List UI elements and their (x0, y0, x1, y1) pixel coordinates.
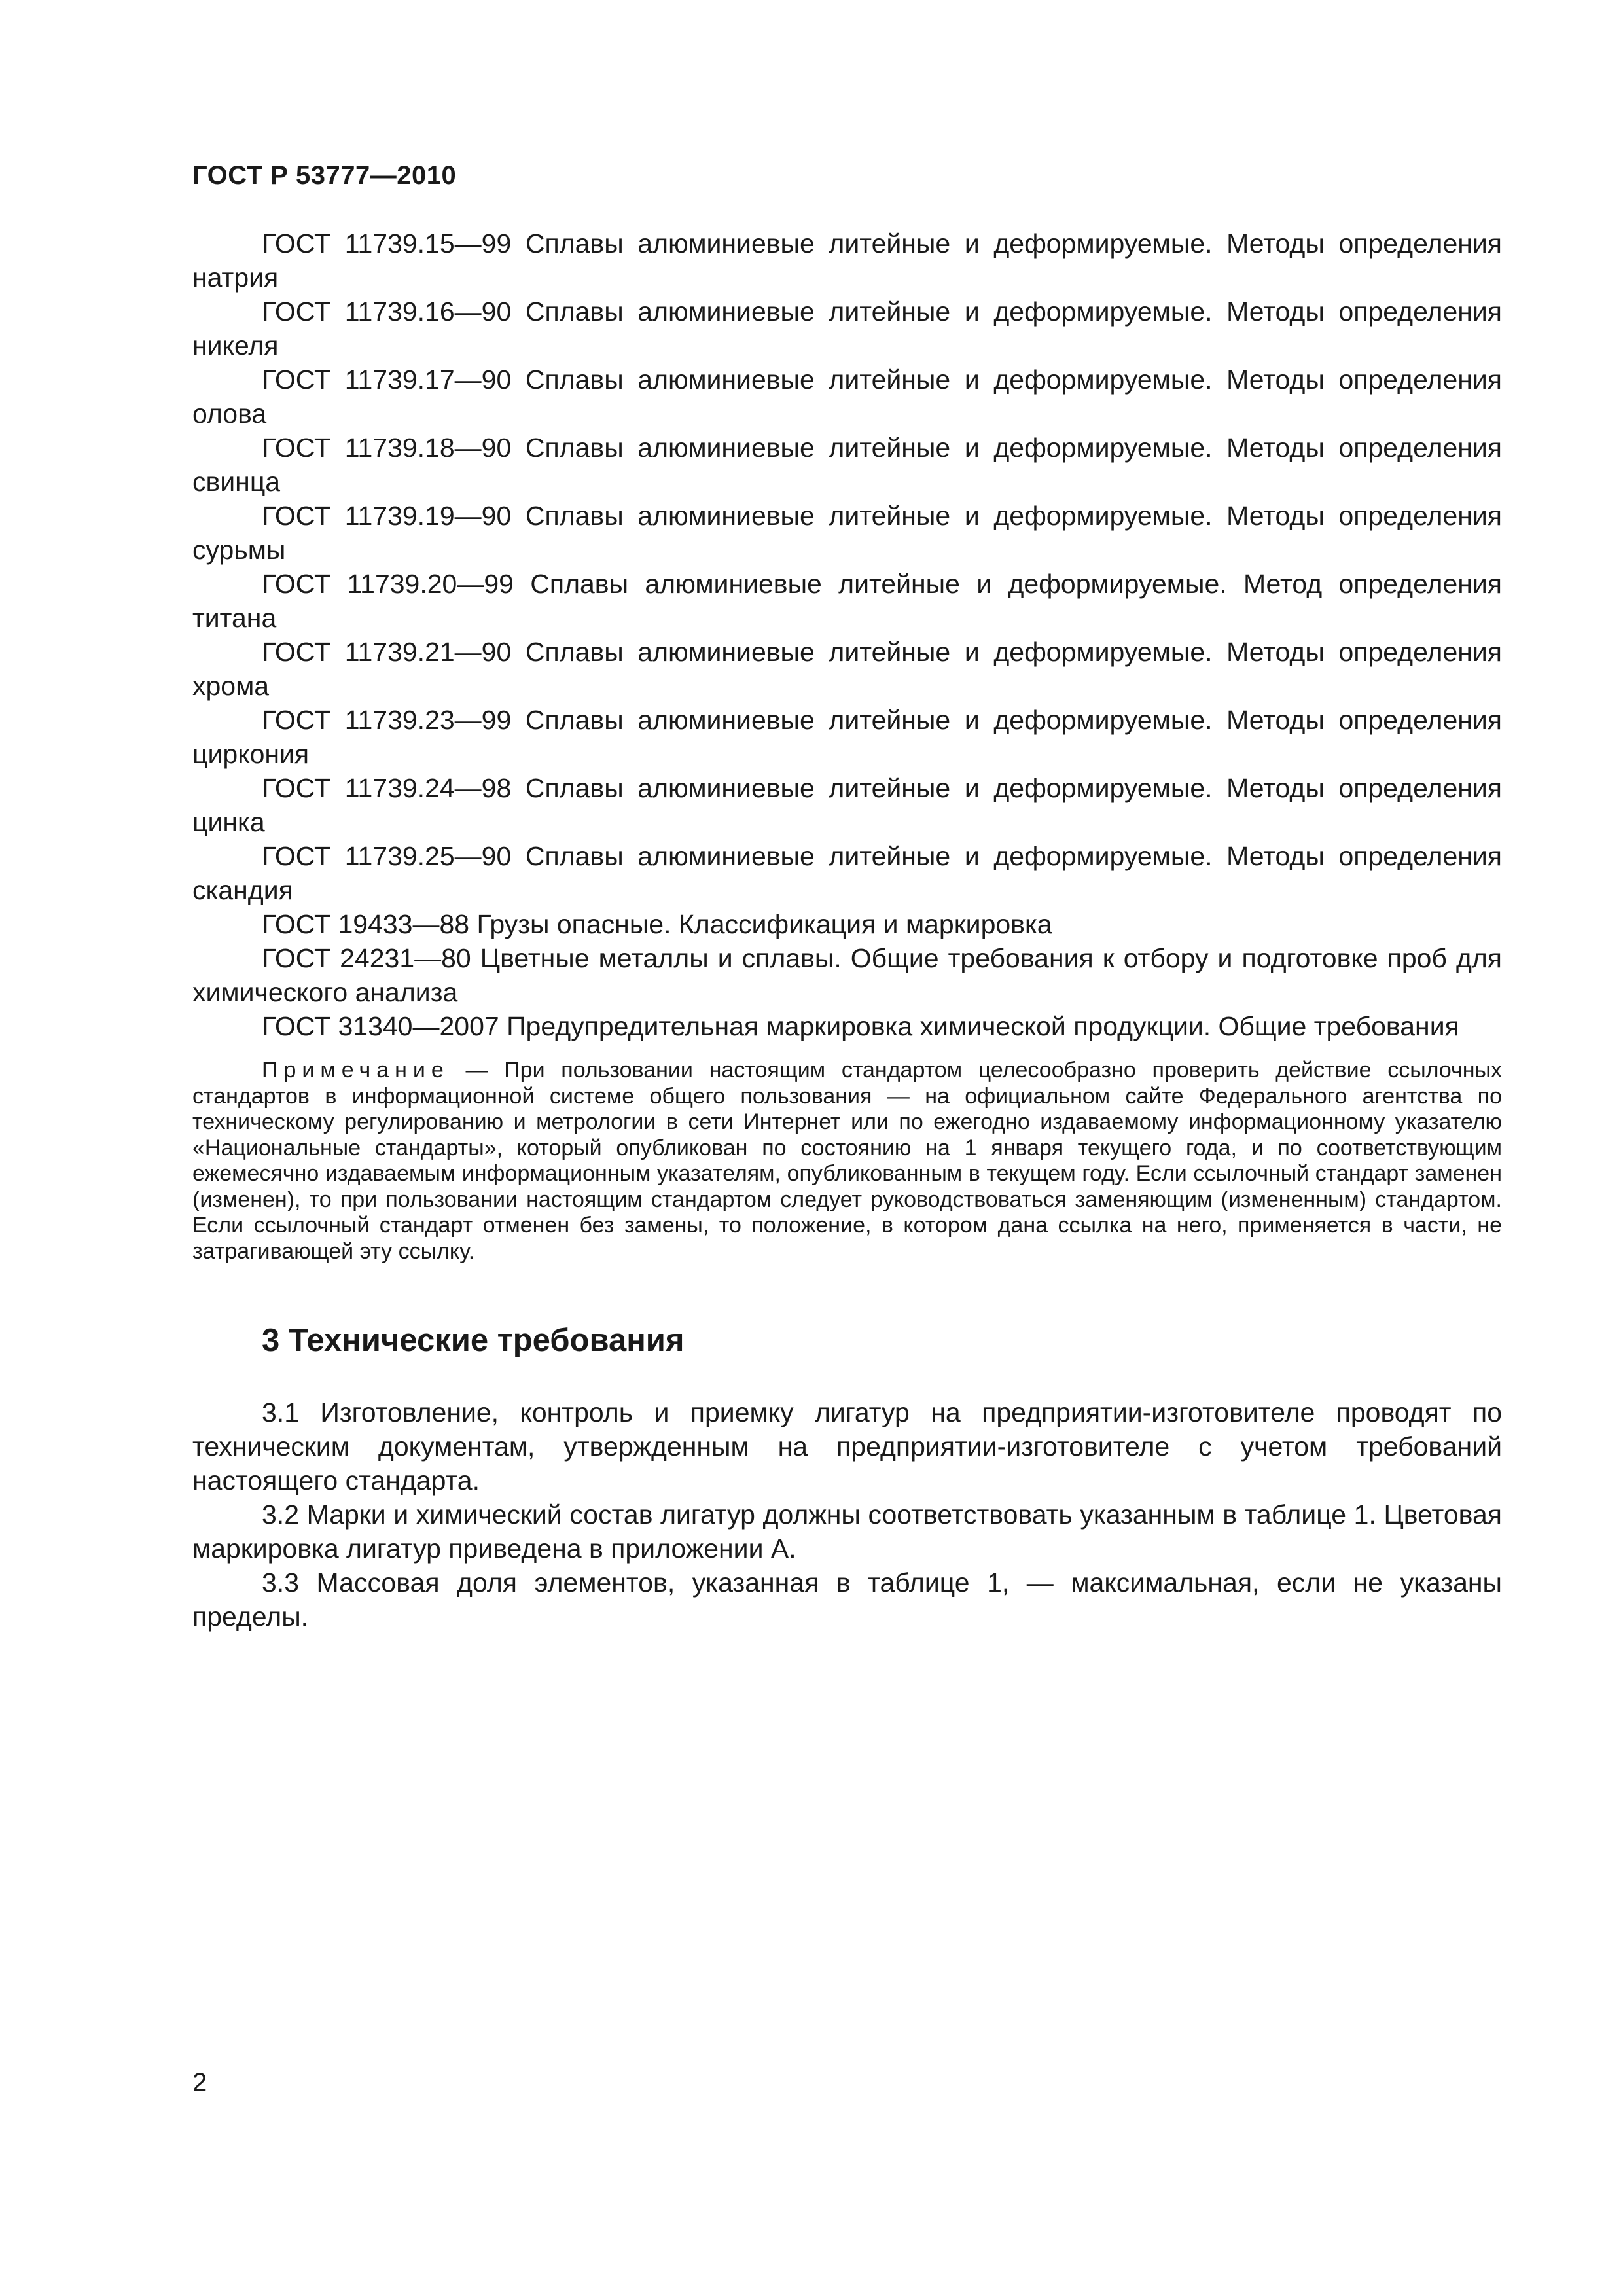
reference-item: ГОСТ 11739.21—90 Сплавы алюминиевые литейные и деформируемые. Методы определения хрома (192, 637, 1502, 701)
note-label: Примечание (262, 1058, 450, 1083)
document-header: ГОСТ Р 53777—2010 (192, 161, 457, 190)
reference-item: ГОСТ 31340—2007 Предупредительная маркировка химической продукции. Общие требования (262, 1011, 1459, 1041)
note-text: — При пользовании настоящим стандартом целесообразно проверить действие ссылочных стандартов в информационной системе общего пользования — на официальном сайте Федерального агентства по техническому регулированию и метрологии в сети Интернет или по ежегодно издаваемому информационному указателю «Национальные стандарты», который опубликован по состоянию на 1 января текущего года, и по соответствующим ежемесячно издаваемым информационным указателям, опубликованным в текущем году. Если ссылочный стандарт заменен (изменен), то при пользовании настоящим стандартом следует руководствоваться заменяющим (измененным) стандартом. Если ссылочный стандарт отменен без замены, то положение, в котором дана ссылка на него, применяется в части, не затрагивающей эту ссылку. (192, 1058, 1502, 1264)
reference-item: ГОСТ 24231—80 Цветные металлы и сплавы. Общие требования к отбору и подготовке проб для химического анализа (192, 943, 1502, 1007)
clause-3-3: 3.3 Массовая доля элементов, указанная в таблице 1, — максимальная, если не указаны пределы. (192, 1568, 1502, 1632)
reference-item: ГОСТ 19433—88 Грузы опасные. Классификация и маркировка (262, 909, 1052, 939)
reference-item: ГОСТ 11739.18—90 Сплавы алюминиевые литейные и деформируемые. Методы определения свинца (192, 433, 1502, 497)
reference-item: ГОСТ 11739.25—90 Сплавы алюминиевые литейные и деформируемые. Методы определения скандия (192, 841, 1502, 905)
clause-3-1: 3.1 Изготовление, контроль и приемку лигатур на предприятии-изготовителе проводят по техническим документам, утвержденным на предприятии-изготовителе с учетом требований настоящего стандарта. (192, 1397, 1502, 1496)
section-title: 3 Технические требования (262, 1323, 685, 1358)
reference-item: ГОСТ 11739.19—90 Сплавы алюминиевые литейные и деформируемые. Методы определения сурьмы (192, 501, 1502, 565)
reference-item: ГОСТ 11739.20—99 Сплавы алюминиевые литейные и деформируемые. Метод определения титана (192, 569, 1502, 633)
page-number: 2 (192, 2068, 207, 2097)
reference-item: ГОСТ 11739.17—90 Сплавы алюминиевые литейные и деформируемые. Методы определения олова (192, 365, 1502, 429)
reference-item: ГОСТ 11739.16—90 Сплавы алюминиевые литейные и деформируемые. Методы определения никеля (192, 296, 1502, 361)
reference-item: ГОСТ 11739.15—99 Сплавы алюминиевые литейные и деформируемые. Методы определения натрия (192, 228, 1502, 293)
clause-3-2: 3.2 Марки и химический состав лигатур должны соответствовать указанным в таблице 1. Цветовая маркировка лигатур приведена в приложении А. (192, 1499, 1502, 1564)
reference-item: ГОСТ 11739.24—98 Сплавы алюминиевые литейные и деформируемые. Методы определения цинка (192, 773, 1502, 837)
section-body (192, 1395, 1502, 1634)
reference-item: ГОСТ 11739.23—99 Сплавы алюминиевые литейные и деформируемые. Методы определения циркония (192, 705, 1502, 769)
normative-references-list (192, 226, 1502, 1043)
note-paragraph (192, 1058, 1502, 1265)
